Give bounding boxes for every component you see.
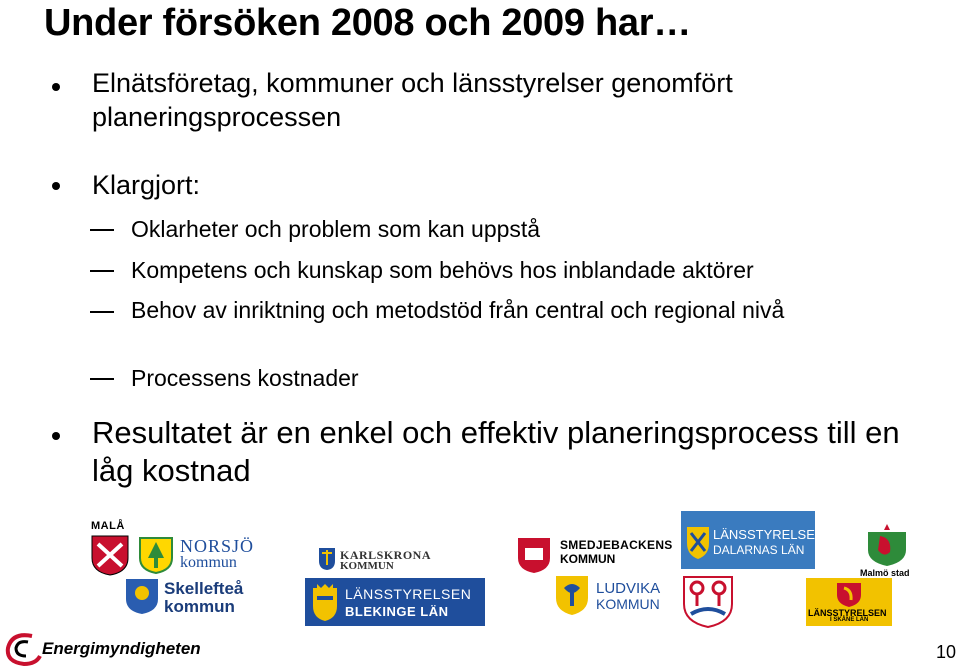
bullet-marker	[52, 432, 60, 440]
sub-bullet-text-3: Behov av inriktning och metodstöd från central och regional nivå	[131, 297, 785, 323]
sub-bullet-dash	[90, 311, 114, 313]
smedjebacken-shield-icon	[516, 536, 552, 574]
sub-bullet-text-4: Processens kostnader	[131, 365, 359, 391]
sub-bullet-dash	[90, 270, 114, 272]
karlskrona-logo: KARLSKRONA KOMMUN	[318, 546, 438, 574]
skane-griffin-icon	[834, 580, 864, 608]
bullet-text-3: Resultatet är en enkel och effektiv planeringsprocess till en låg kostnad	[92, 415, 900, 488]
lansstyrelsen-dalarna-logo: LÄNSSTYRELSEN DALARNAS LÄN	[681, 511, 815, 569]
sub-bullet-text-1: Oklarheter och problem som kan uppstå	[131, 216, 541, 242]
bullet-text-1: Elnätsföretag, kommuner och länsstyrelser genomfört planeringsprocessen	[92, 68, 733, 132]
malmo-stad-logo: Malmö stad	[860, 522, 914, 578]
mala-shield-icon	[90, 534, 130, 576]
karlskrona-crest-icon	[318, 547, 336, 571]
norsjo-logo: NORSJÖ kommun	[138, 534, 273, 576]
skelleftea-shield-icon	[124, 577, 160, 615]
bullet-marker	[52, 83, 60, 91]
lansstyrelsen-blekinge-logo: LÄNSSTYRELSEN BLEKINGE LÄN	[305, 578, 485, 626]
female-symbol-shield-icon	[681, 574, 735, 628]
sub-bullet-dash	[90, 229, 114, 231]
sub-bullet-dash	[90, 378, 114, 380]
blekinge-crest-icon	[311, 582, 339, 622]
sub-bullet-text-2: Kompetens och kunskap som behövs hos inblandade aktörer	[131, 257, 754, 283]
bullet-text-2: Klargjort:	[92, 170, 201, 200]
energimyndigheten-logo: Energimyndigheten	[2, 630, 192, 666]
malmo-griffin-icon	[862, 522, 912, 568]
bullet-marker	[52, 182, 60, 190]
slide-title: Under försöken 2008 och 2009 har…	[44, 2, 691, 44]
page-number: 10	[936, 642, 957, 662]
dalarna-crest-icon	[685, 521, 711, 561]
norsjo-shield-icon	[138, 536, 174, 574]
ludvika-logo: LUDVIKA KOMMUN	[554, 574, 679, 618]
smedjebacken-logo: SMEDJEBACKENS KOMMUN	[516, 534, 676, 574]
skelleftea-logo: Skellefteå kommun	[124, 577, 264, 619]
mala-logo: MALÅ	[88, 520, 134, 578]
municipal-shield-logo	[681, 574, 737, 630]
ludvika-shield-icon	[554, 574, 590, 616]
energimyndigheten-swirl-icon	[2, 630, 42, 666]
lansstyrelsen-skane-logo: LÄNSSTYRELSEN I SKÅNE LÄN	[806, 578, 892, 626]
